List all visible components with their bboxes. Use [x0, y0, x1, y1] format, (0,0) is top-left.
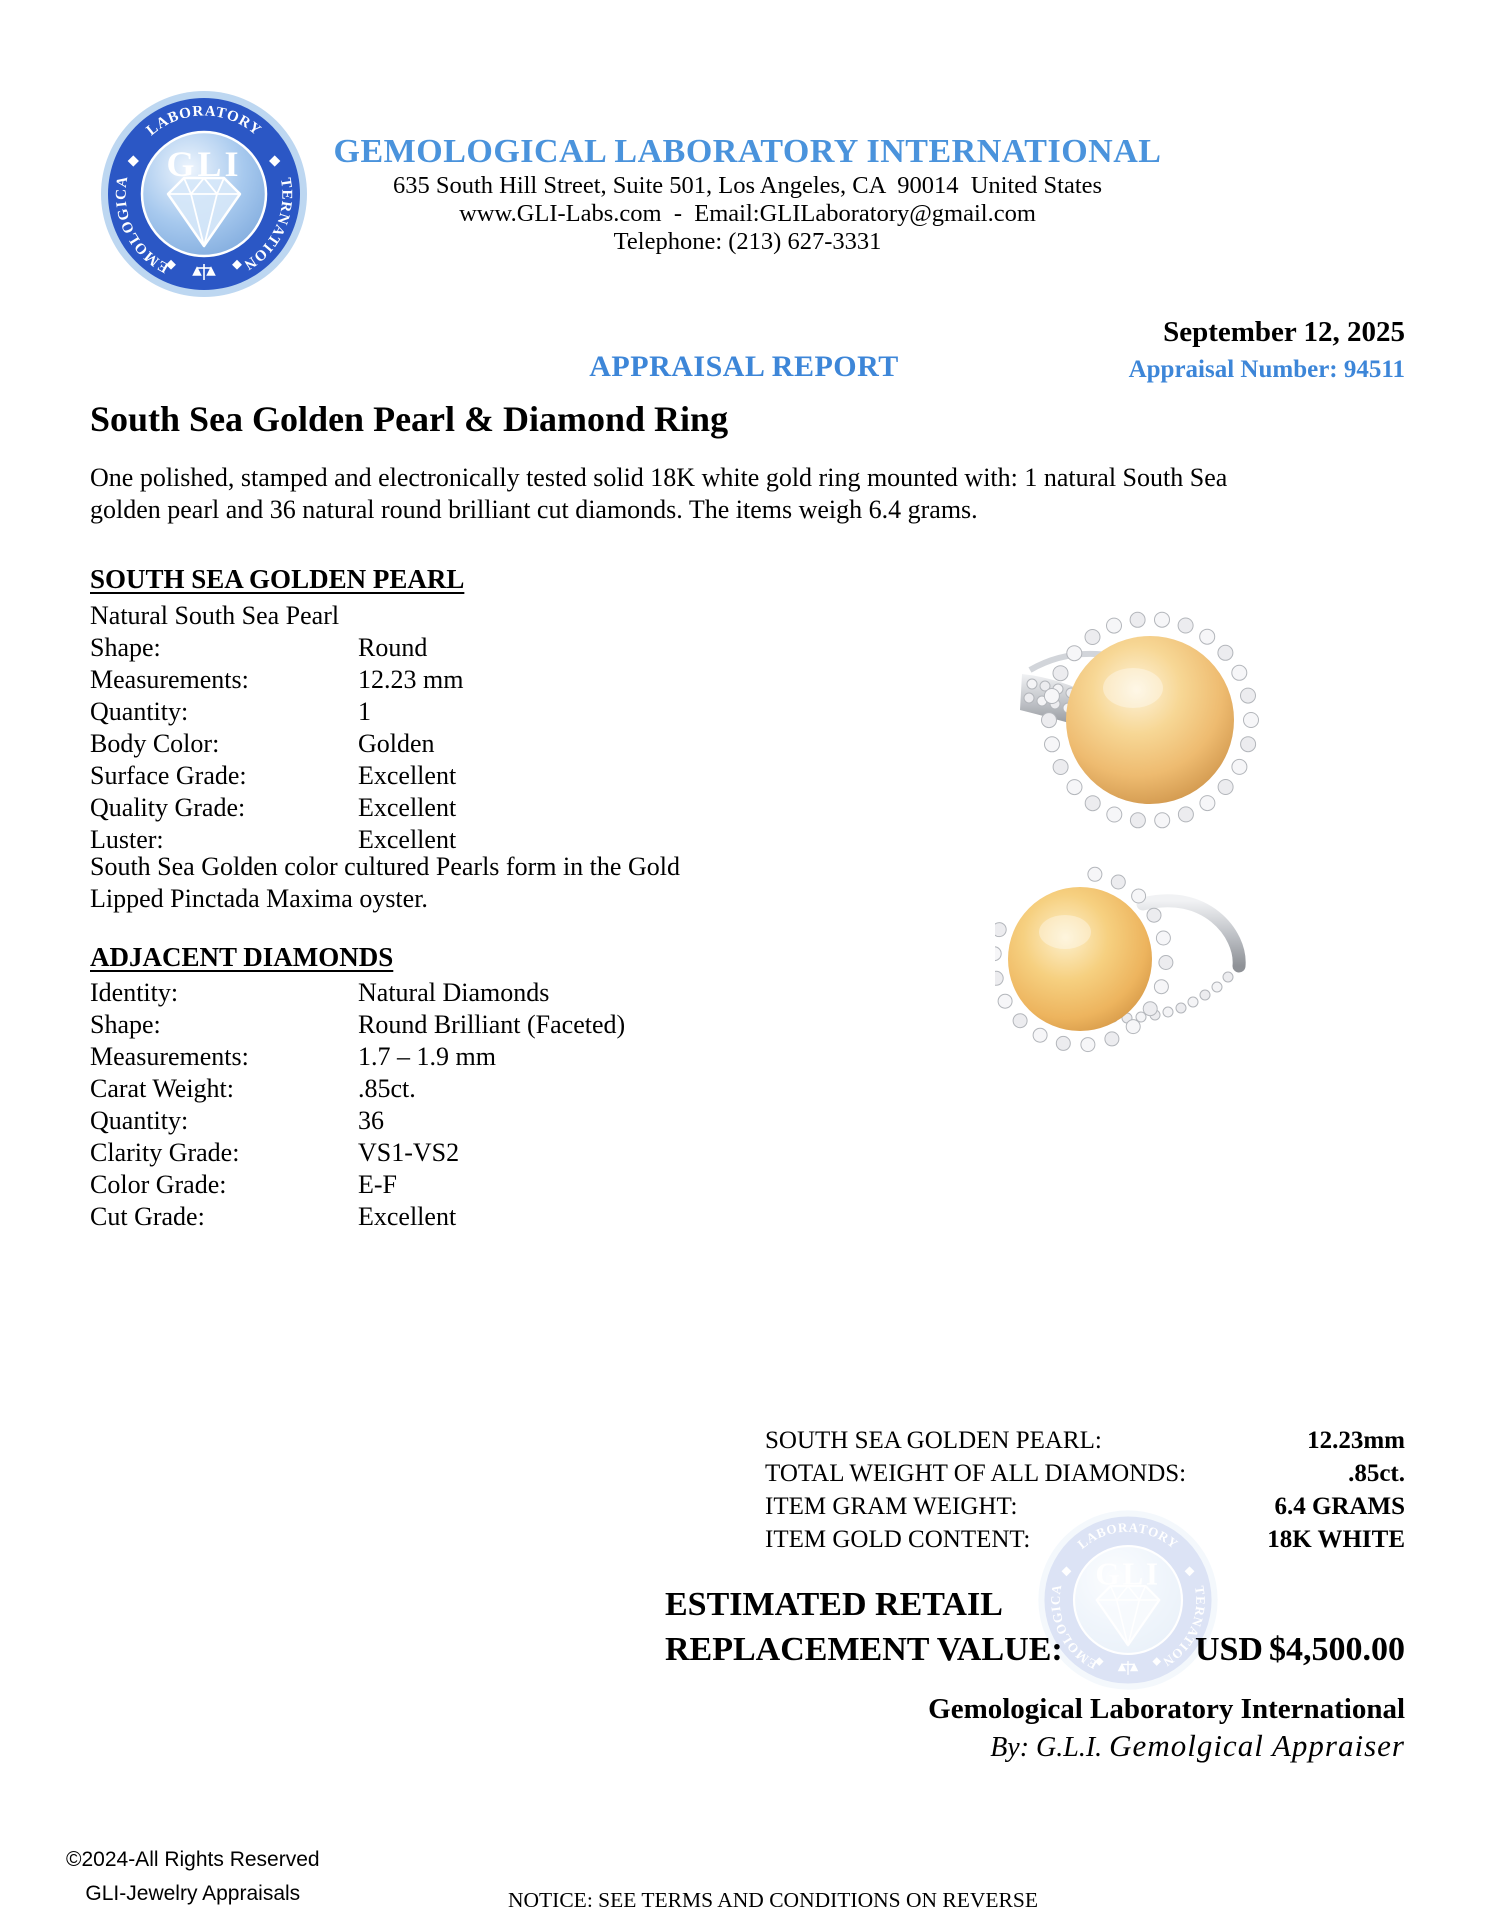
summary-row: ITEM GOLD CONTENT: 18K WHITE: [765, 1526, 1405, 1553]
pearl-subheading: Natural South Sea Pearl: [90, 601, 340, 630]
terms-notice: NOTICE: SEE TERMS AND CONDITIONS ON REVERSE: [508, 1888, 1038, 1912]
signer-org: Gemological Laboratory International: [928, 1693, 1405, 1725]
signed-by-line: By: G.L.I. Gemolgical Appraiser: [990, 1728, 1405, 1763]
pearl-note: South Sea Golden color cultured Pearls form in the Gold Lipped Pinctada Maxima oyster.: [90, 852, 680, 913]
summary-row: TOTAL WEIGHT OF ALL DIAMONDS: .85ct.: [765, 1460, 1405, 1487]
diamond-spec-table: [90, 977, 625, 1233]
spec-row: Measurements: 12.23 mm: [90, 665, 464, 694]
spec-row: Identity: Natural Diamonds: [90, 978, 550, 1007]
spec-row: Surface Grade: Excellent: [90, 761, 457, 790]
spec-row: Clarity Grade: VS1-VS2: [90, 1138, 460, 1167]
estimated-line1: ESTIMATED RETAIL: [665, 1586, 1003, 1623]
org-address: 635 South Hill Street, Suite 501, Los Angeles, CA 90014 United States: [392, 172, 1103, 199]
ring-photo-top-view: [1002, 598, 1282, 848]
signature-block: [928, 1692, 1405, 1764]
pearl-spec-table: [90, 600, 463, 856]
diamond-section-heading: ADJACENT DIAMONDS: [90, 942, 394, 972]
spec-row: Shape: Round Brilliant (Faceted): [90, 1010, 626, 1039]
golden-pearl: [1066, 636, 1234, 804]
spec-row: Measurements: 1.7 – 1.9 mm: [90, 1042, 496, 1071]
org-telephone: Telephone: (213) 627-3331: [613, 228, 882, 255]
spec-row: Color Grade: E-F: [90, 1170, 397, 1199]
estimated-value-block: [665, 1582, 1405, 1672]
summary-row: ITEM GRAM WEIGHT: 6.4 GRAMS: [765, 1493, 1405, 1520]
description-line: One polished, stamped and electronically tested solid 18K white gold ring mounted with: 1 natural South Sea: [90, 463, 1228, 492]
spec-row: Quantity: 36: [90, 1106, 384, 1135]
copyright: ©2024-All Rights Reserved GLI-Jewelry Appraisals: [66, 1848, 320, 1905]
description-line: golden pearl and 36 natural round brilliant cut diamonds. The items weigh 6.4 grams.: [90, 495, 978, 524]
spec-row: Body Color: Golden: [90, 729, 435, 758]
summary-row: SOUTH SEA GOLDEN PEARL: 12.23mm: [765, 1427, 1405, 1454]
item-description: [90, 462, 1420, 526]
org-web-email: www.GLI-Labs.com - Email:GLILaboratory@gmail.com: [459, 200, 1036, 227]
replacement-value-label: REPLACEMENT VALUE:: [665, 1631, 1063, 1668]
spec-row: Quality Grade: Excellent: [90, 793, 457, 822]
summary-table: [765, 1424, 1405, 1556]
org-name: GEMOLOGICAL LABORATORY INTERNATIONAL: [333, 133, 1162, 170]
spec-row: Shape: Round: [90, 633, 428, 662]
spec-row: Quantity: 1: [90, 697, 371, 726]
spec-row: Carat Weight: .85ct.: [90, 1074, 416, 1103]
ring-photo-side-view: [995, 862, 1275, 1062]
letterhead: [90, 132, 1405, 256]
spec-row: Luster: Excellent: [90, 825, 457, 854]
appraisal-number: Appraisal Number: 94511: [1128, 356, 1405, 383]
spec-row: Cut Grade: Excellent: [90, 1202, 457, 1231]
pearl-section-heading: SOUTH SEA GOLDEN PEARL: [90, 564, 465, 594]
appraiser-signature: Gemolgical Appraiser: [1109, 1728, 1405, 1763]
report-type-title: APPRAISAL REPORT: [589, 350, 899, 383]
replacement-value-amount: USD $4,500.00: [1194, 1631, 1405, 1668]
report-date: September 12, 2025: [1163, 316, 1405, 348]
item-title: South Sea Golden Pearl & Diamond Ring: [90, 399, 729, 439]
estimated-line2: [665, 1627, 1405, 1672]
golden-pearl: [1008, 887, 1152, 1031]
